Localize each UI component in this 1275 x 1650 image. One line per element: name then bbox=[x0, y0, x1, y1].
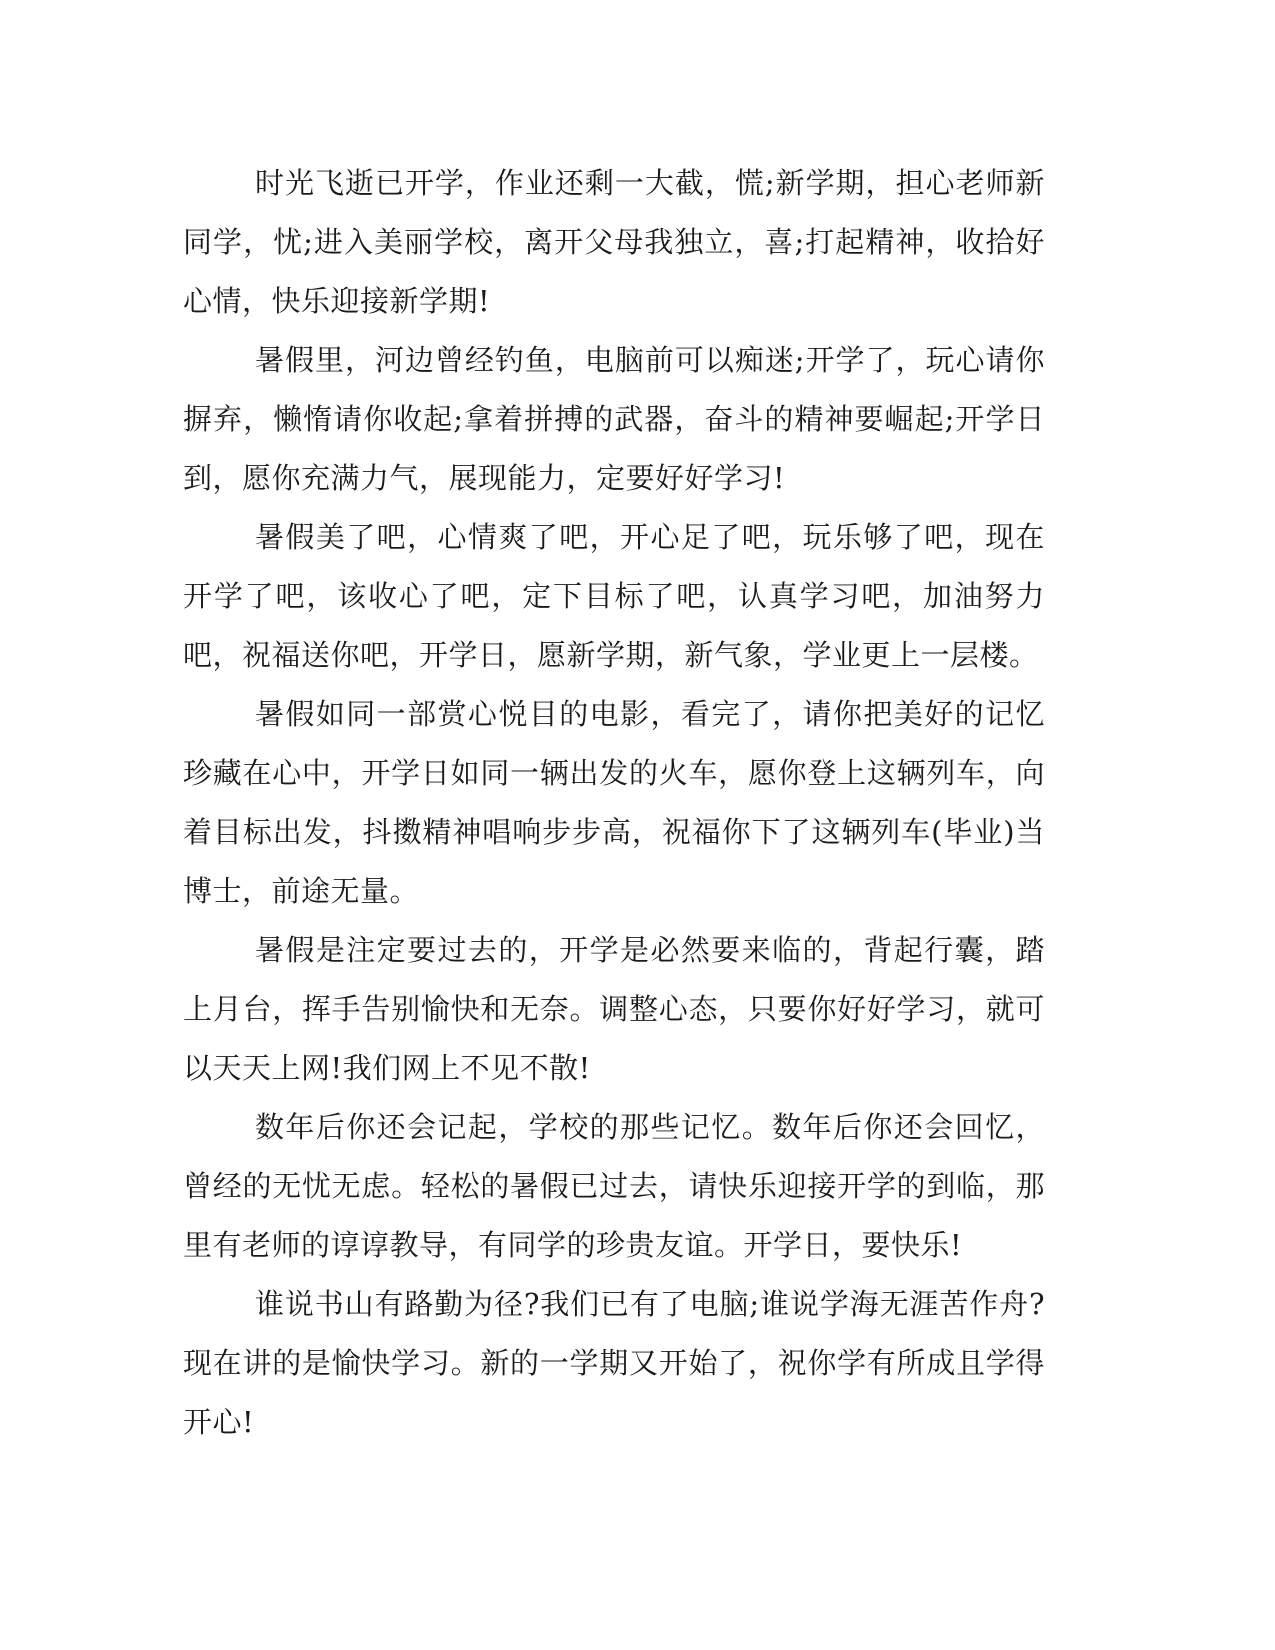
document-body bbox=[183, 154, 1045, 1452]
paragraph-5: 暑假是注定要过去的，开学是必然要来临的，背起行囊，踏上月台，挥手告别愉快和无奈。调整心态，只要你好好学习，就可以天天上网!我们网上不见不散! bbox=[183, 933, 1045, 1085]
paragraph-6: 数年后你还会记起，学校的那些记忆。数年后你还会回忆，曾经的无忧无虑。轻松的暑假已过去，请快乐迎接开学的到临，那里有老师的谆谆教导，有同学的珍贵友谊。开学日，要快乐! bbox=[183, 1110, 1045, 1262]
paragraph-4: 暑假如同一部赏心悦目的电影，看完了，请你把美好的记忆珍藏在心中，开学日如同一辆出发的火车，愿你登上这辆列车，向着目标出发，抖擞精神唱响步步高，祝福你下了这辆列车(毕业)当博士，前途无量。 bbox=[183, 697, 1045, 908]
paragraph-1: 时光飞逝已开学，作业还剩一大截，慌;新学期，担心老师新同学，忧;进入美丽学校，离开父母我独立，喜;打起精神，收拾好心情，快乐迎接新学期! bbox=[183, 166, 1045, 318]
paragraph-7: 谁说书山有路勤为径?我们已有了电脑;谁说学海无涯苦作舟?现在讲的是愉快学习。新的一学期又开始了，祝你学有所成且学得开心! bbox=[183, 1287, 1045, 1439]
paragraph-3: 暑假美了吧，心情爽了吧，开心足了吧，玩乐够了吧，现在开学了吧，该收心了吧，定下目标了吧，认真学习吧，加油努力吧，祝福送你吧，开学日，愿新学期，新气象，学业更上一层楼。 bbox=[183, 520, 1045, 672]
paragraph-2: 暑假里，河边曾经钓鱼，电脑前可以痴迷;开学了，玩心请你摒弃，懒惰请你收起;拿着拼搏的武器，奋斗的精神要崛起;开学日到，愿你充满力气，展现能力，定要好好学习! bbox=[183, 343, 1045, 495]
